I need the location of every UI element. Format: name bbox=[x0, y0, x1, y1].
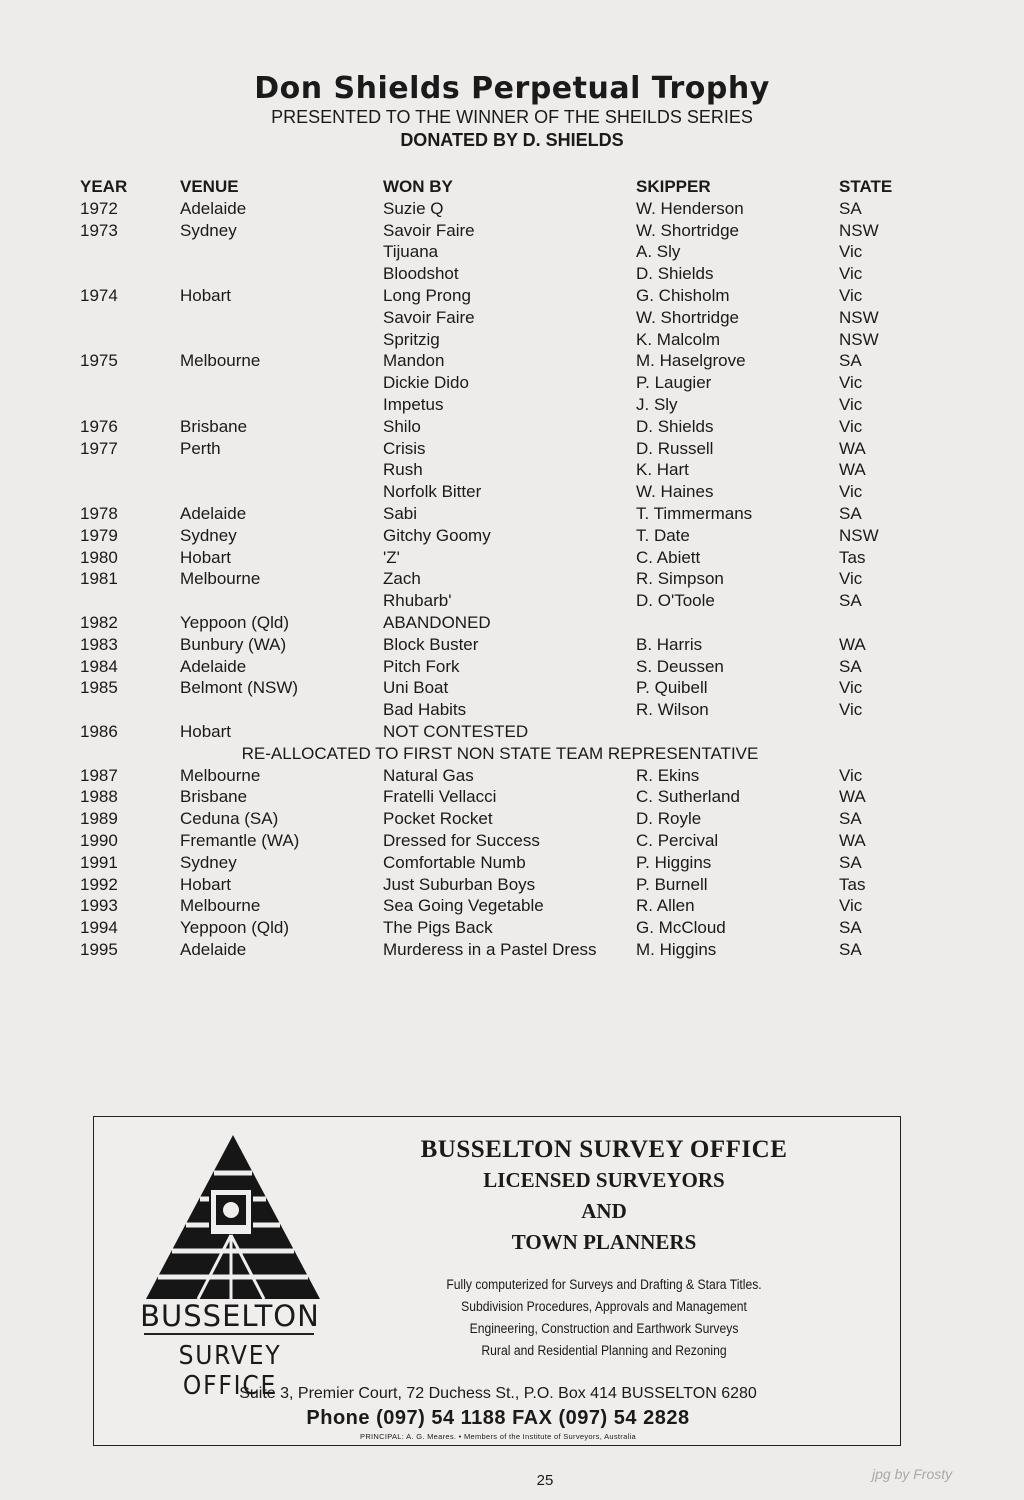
cell-state: Vic bbox=[839, 242, 863, 262]
cell-won-by: ABANDONED bbox=[383, 612, 491, 632]
cell-year: 1995 bbox=[80, 939, 118, 959]
cell-skipper: T. Timmermans bbox=[636, 503, 753, 523]
cell-venue: Perth bbox=[180, 438, 221, 458]
cell-venue: Melbourne bbox=[180, 896, 261, 916]
cell-won-by: Savoir Faire bbox=[383, 307, 475, 327]
cell-state: SA bbox=[839, 351, 862, 371]
cell-state: Tas bbox=[839, 874, 866, 894]
cell-won-by: Mandon bbox=[383, 351, 445, 371]
cell-skipper: K. Hart bbox=[636, 460, 689, 480]
cell-venue: Yeppoon (Qld) bbox=[180, 612, 290, 632]
table-row bbox=[80, 634, 940, 656]
cell-year: 1977 bbox=[80, 438, 118, 458]
ad-service-line: Rural and Residential Planning and Rezoning bbox=[481, 1343, 727, 1358]
cell-year: 1993 bbox=[80, 896, 118, 916]
cell-won-by: Sea Going Vegetable bbox=[383, 896, 544, 916]
advertisement-text bbox=[404, 1135, 804, 1362]
results-table bbox=[80, 176, 940, 961]
cell-venue: Melbourne bbox=[180, 569, 261, 589]
cell-venue: Brisbane bbox=[180, 787, 248, 807]
cell-state: Vic bbox=[839, 264, 863, 284]
table-row bbox=[80, 590, 940, 612]
cell-skipper: G. Chisholm bbox=[636, 285, 730, 305]
cell-state: WA bbox=[839, 634, 866, 654]
ad-services-list bbox=[424, 1274, 784, 1362]
cell-state: Vic bbox=[839, 678, 863, 698]
cell-state: NSW bbox=[839, 307, 879, 327]
table-row bbox=[80, 394, 940, 416]
cell-skipper: C. Percival bbox=[636, 830, 719, 850]
cell-won-by: Uni Boat bbox=[383, 678, 449, 698]
table-row bbox=[80, 350, 940, 372]
table-header-row bbox=[80, 176, 940, 198]
cell-won-by: Zach bbox=[383, 569, 421, 589]
cell-venue: Brisbane bbox=[180, 416, 248, 436]
table-row bbox=[80, 438, 940, 460]
reallocation-note-row bbox=[80, 743, 940, 765]
cell-year: 1989 bbox=[80, 809, 118, 829]
cell-skipper: C. Abiett bbox=[636, 547, 701, 567]
ad-service-line: Fully computerized for Surveys and Drafting & Stara Titles. bbox=[446, 1277, 762, 1292]
cell-skipper: W. Haines bbox=[636, 482, 714, 502]
cell-venue: Ceduna (SA) bbox=[180, 809, 279, 829]
cell-venue: Bunbury (WA) bbox=[180, 634, 287, 654]
cell-won-by: Spritzig bbox=[383, 329, 440, 349]
cell-state: SA bbox=[839, 939, 862, 959]
cell-skipper: D. O'Toole bbox=[636, 591, 715, 611]
cell-skipper: M. Higgins bbox=[636, 939, 717, 959]
cell-year: 1988 bbox=[80, 787, 118, 807]
table-row bbox=[80, 699, 940, 721]
cell-state: Vic bbox=[839, 700, 863, 720]
cell-year: 1992 bbox=[80, 874, 118, 894]
cell-state: WA bbox=[839, 460, 866, 480]
cell-skipper: R. Simpson bbox=[636, 569, 724, 589]
table-row bbox=[80, 874, 940, 896]
cell-year: 1986 bbox=[80, 721, 118, 741]
cell-state: NSW bbox=[839, 220, 879, 240]
ad-service-line: Engineering, Construction and Earthwork Surveys bbox=[469, 1321, 739, 1336]
cell-venue: Sydney bbox=[180, 852, 237, 872]
logo-divider bbox=[144, 1333, 314, 1335]
table-row bbox=[80, 481, 940, 503]
cell-state: Vic bbox=[839, 373, 863, 393]
cell-won-by: Tijuana bbox=[383, 242, 439, 262]
cell-won-by: Just Suburban Boys bbox=[383, 874, 536, 894]
ad-heading: BUSSELTON SURVEY OFFICE bbox=[420, 1136, 788, 1163]
cell-won-by: Comfortable Numb bbox=[383, 852, 526, 872]
cell-skipper: W. Shortridge bbox=[636, 220, 739, 240]
cell-state: Vic bbox=[839, 416, 863, 436]
cell-won-by: Block Buster bbox=[383, 634, 479, 654]
cell-state: Tas bbox=[839, 547, 866, 567]
table-row bbox=[80, 568, 940, 590]
cell-venue: Hobart bbox=[180, 285, 232, 305]
advertisement-box bbox=[93, 1116, 901, 1446]
cell-state: SA bbox=[839, 503, 862, 523]
cell-venue: Adelaide bbox=[180, 939, 247, 959]
cell-skipper: P. Burnell bbox=[636, 874, 708, 894]
cell-skipper: P. Quibell bbox=[636, 678, 708, 698]
cell-year: 1974 bbox=[80, 285, 118, 305]
table-row bbox=[80, 241, 940, 263]
table-row bbox=[80, 852, 940, 874]
cell-year: 1983 bbox=[80, 634, 118, 654]
cell-skipper: R. Allen bbox=[636, 896, 695, 916]
cell-skipper: S. Deussen bbox=[636, 656, 724, 676]
cell-venue: Adelaide bbox=[180, 656, 247, 676]
cell-venue: Belmont (NSW) bbox=[180, 678, 299, 698]
cell-won-by: Crisis bbox=[383, 438, 426, 458]
cell-venue: Sydney bbox=[180, 220, 237, 240]
column-header-skipper: SKIPPER bbox=[636, 177, 711, 196]
cell-won-by: Pocket Rocket bbox=[383, 809, 493, 829]
cell-skipper: W. Shortridge bbox=[636, 307, 739, 327]
cell-won-by: Dickie Dido bbox=[383, 373, 469, 393]
cell-year: 1978 bbox=[80, 503, 118, 523]
cell-skipper: D. Shields bbox=[636, 416, 714, 436]
cell-venue: Hobart bbox=[180, 721, 232, 741]
cell-skipper: W. Henderson bbox=[636, 198, 744, 218]
cell-state: Vic bbox=[839, 285, 863, 305]
cell-skipper: P. Higgins bbox=[636, 852, 712, 872]
scan-credit: jpg by Frosty bbox=[872, 1466, 953, 1482]
cell-venue: Melbourne bbox=[180, 765, 261, 785]
cell-state: WA bbox=[839, 830, 866, 850]
table-row bbox=[80, 459, 940, 481]
cell-state: NSW bbox=[839, 525, 879, 545]
logo-survey-office: SURVEY OFFICE bbox=[178, 1341, 282, 1401]
cell-state: Vic bbox=[839, 765, 863, 785]
cell-year: 1982 bbox=[80, 612, 118, 632]
table-row bbox=[80, 656, 940, 678]
cell-won-by: 'Z' bbox=[383, 547, 400, 567]
cell-skipper: R. Wilson bbox=[636, 700, 709, 720]
table-row bbox=[80, 939, 940, 961]
ad-principal: PRINCIPAL: A. G. Meares. • Members of the Institute of Surveyors, Australia bbox=[360, 1432, 636, 1441]
table-row bbox=[80, 285, 940, 307]
cell-state: SA bbox=[839, 852, 862, 872]
cell-won-by: Pitch Fork bbox=[383, 656, 460, 676]
cell-won-by: Sabi bbox=[383, 503, 418, 523]
cell-state: NSW bbox=[839, 329, 879, 349]
table-row bbox=[80, 917, 940, 939]
cell-year: 1991 bbox=[80, 852, 118, 872]
page-subtitle: PRESENTED TO THE WINNER OF THE SHEILDS SERIES bbox=[271, 107, 753, 127]
cell-skipper: T. Date bbox=[636, 525, 690, 545]
page-header bbox=[0, 72, 1024, 152]
cell-skipper: D. Royle bbox=[636, 809, 702, 829]
cell-skipper: P. Laugier bbox=[636, 373, 712, 393]
cell-skipper: D. Shields bbox=[636, 264, 714, 284]
cell-year: 1979 bbox=[80, 525, 118, 545]
table-row bbox=[80, 721, 940, 743]
cell-state: WA bbox=[839, 787, 866, 807]
table-row bbox=[80, 525, 940, 547]
table-row bbox=[80, 416, 940, 438]
logo-busselton: BUSSELTON bbox=[140, 1299, 320, 1333]
ad-licensed-surveyors: LICENSED SURVEYORS bbox=[483, 1168, 725, 1192]
cell-venue: Hobart bbox=[180, 547, 232, 567]
cell-year: 1987 bbox=[80, 765, 118, 785]
cell-year: 1975 bbox=[80, 351, 118, 371]
ad-address: Suite 3, Premier Court, 72 Duchess St., P.O. Box 414 BUSSELTON 6280 bbox=[239, 1385, 757, 1402]
table-row bbox=[80, 503, 940, 525]
cell-year: 1994 bbox=[80, 918, 118, 938]
ad-and: AND bbox=[581, 1199, 627, 1223]
cell-won-by: Bloodshot bbox=[383, 264, 459, 284]
cell-won-by: Dressed for Success bbox=[383, 830, 540, 850]
cell-state: Vic bbox=[839, 394, 863, 414]
cell-venue: Adelaide bbox=[180, 198, 247, 218]
cell-year: 1973 bbox=[80, 220, 118, 240]
table-row bbox=[80, 198, 940, 220]
donated-by: DONATED BY D. SHIELDS bbox=[400, 130, 624, 150]
cell-skipper: K. Malcolm bbox=[636, 329, 721, 349]
cell-venue: Fremantle (WA) bbox=[180, 830, 300, 850]
page-title: Don Shields Perpetual Trophy bbox=[254, 71, 770, 106]
table-row bbox=[80, 307, 940, 329]
cell-skipper: M. Haselgrove bbox=[636, 351, 746, 371]
table-row bbox=[80, 612, 940, 634]
page-number: 25 bbox=[536, 1472, 554, 1489]
ad-town-planners: TOWN PLANNERS bbox=[511, 1230, 697, 1254]
cell-venue: Melbourne bbox=[180, 351, 261, 371]
cell-skipper: R. Ekins bbox=[636, 765, 700, 785]
ad-service-line: Subdivision Procedures, Approvals and Management bbox=[461, 1299, 747, 1314]
cell-state: SA bbox=[839, 198, 862, 218]
cell-state: SA bbox=[839, 591, 862, 611]
cell-won-by: Fratelli Vellacci bbox=[383, 787, 497, 807]
cell-won-by: Rush bbox=[383, 460, 423, 480]
cell-year: 1980 bbox=[80, 547, 118, 567]
cell-won-by: NOT CONTESTED bbox=[383, 721, 529, 741]
table-row bbox=[80, 830, 940, 852]
table-row bbox=[80, 677, 940, 699]
ad-phone-fax: Phone (097) 54 1188 FAX (097) 54 2828 bbox=[306, 1407, 690, 1429]
cell-year: 1981 bbox=[80, 569, 118, 589]
column-header-state: STATE bbox=[839, 177, 893, 196]
cell-won-by: Impetus bbox=[383, 394, 444, 414]
cell-won-by: Gitchy Goomy bbox=[383, 525, 491, 545]
cell-year: 1972 bbox=[80, 198, 118, 218]
table-row bbox=[80, 372, 940, 394]
column-header-year: YEAR bbox=[80, 177, 128, 196]
cell-won-by: Long Prong bbox=[383, 285, 471, 305]
cell-state: SA bbox=[839, 656, 862, 676]
cell-venue: Sydney bbox=[180, 525, 237, 545]
cell-won-by: Suzie Q bbox=[383, 198, 444, 218]
cell-state: WA bbox=[839, 438, 866, 458]
cell-won-by: Norfolk Bitter bbox=[383, 482, 482, 502]
cell-won-by: Bad Habits bbox=[383, 700, 467, 720]
table-row bbox=[80, 895, 940, 917]
cell-skipper: B. Harris bbox=[636, 634, 703, 654]
cell-won-by: The Pigs Back bbox=[383, 918, 493, 938]
cell-year: 1976 bbox=[80, 416, 118, 436]
cell-state: SA bbox=[839, 918, 862, 938]
cell-venue: Adelaide bbox=[180, 503, 247, 523]
cell-won-by: Natural Gas bbox=[383, 765, 474, 785]
cell-venue: Yeppoon (Qld) bbox=[180, 918, 290, 938]
cell-skipper: J. Sly bbox=[636, 394, 678, 414]
cell-won-by: Shilo bbox=[383, 416, 421, 436]
column-header-won-by: WON BY bbox=[383, 177, 453, 196]
cell-won-by: Savoir Faire bbox=[383, 220, 475, 240]
cell-state: SA bbox=[839, 809, 862, 829]
table-row bbox=[80, 329, 940, 351]
cell-venue: Hobart bbox=[180, 874, 232, 894]
cell-state: Vic bbox=[839, 896, 863, 916]
table-row bbox=[80, 786, 940, 808]
cell-year: 1990 bbox=[80, 830, 118, 850]
table-row bbox=[80, 263, 940, 285]
cell-skipper: C. Sutherland bbox=[636, 787, 740, 807]
cell-won-by: Rhubarb' bbox=[383, 591, 452, 611]
cell-won-by: Murderess in a Pastel Dress bbox=[383, 939, 597, 959]
cell-year: 1985 bbox=[80, 678, 118, 698]
cell-skipper: A. Sly bbox=[636, 242, 681, 262]
cell-skipper: D. Russell bbox=[636, 438, 714, 458]
table-row bbox=[80, 547, 940, 569]
table-row bbox=[80, 808, 940, 830]
cell-state: Vic bbox=[839, 482, 863, 502]
column-header-venue: VENUE bbox=[180, 177, 239, 196]
table-row bbox=[80, 220, 940, 242]
reallocation-note: RE-ALLOCATED TO FIRST NON STATE TEAM REPRESENTATIVE bbox=[241, 743, 759, 763]
cell-state: Vic bbox=[839, 569, 863, 589]
cell-skipper: G. McCloud bbox=[636, 918, 726, 938]
cell-year: 1984 bbox=[80, 656, 118, 676]
table-row bbox=[80, 765, 940, 787]
